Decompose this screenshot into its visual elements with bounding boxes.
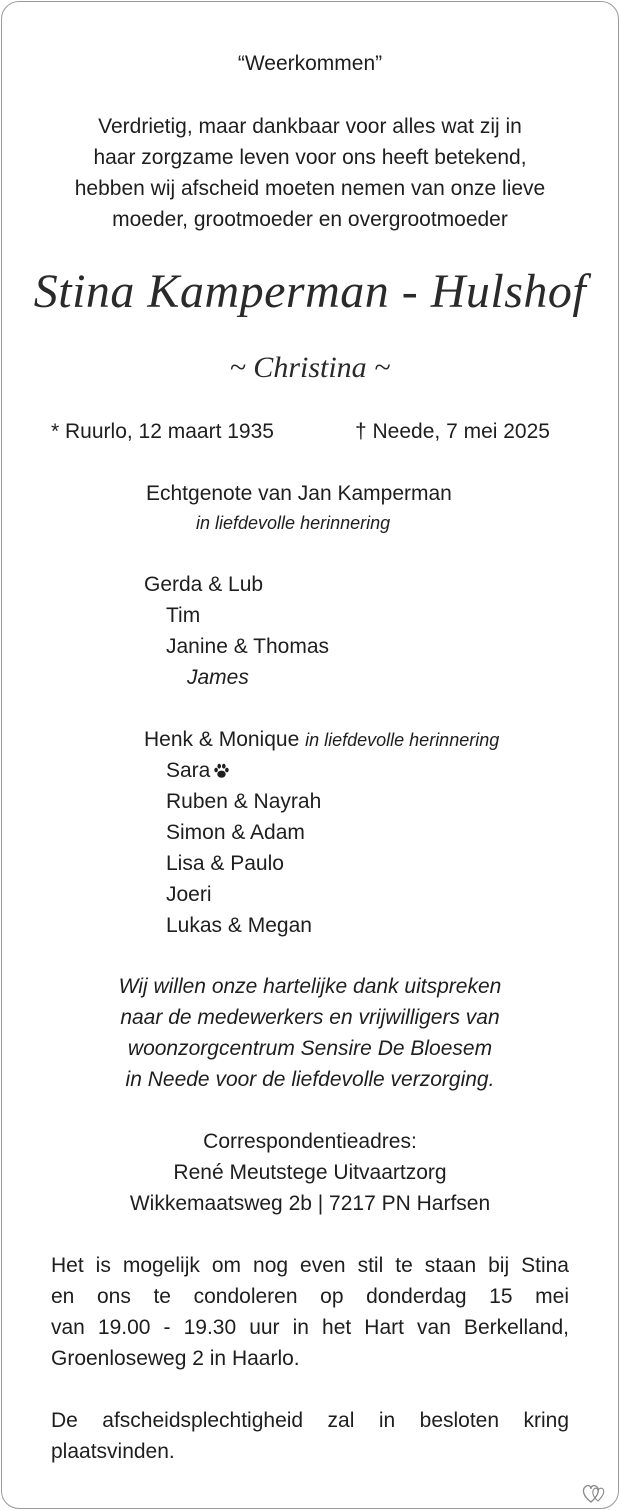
family-member: Ruben & Nayrah (166, 790, 322, 813)
family-member: Lukas & Megan (166, 914, 312, 937)
family-head-name: Henk & Monique (144, 728, 300, 751)
thanks-line: naar de medewerkers en vrijwilligers van (120, 1006, 500, 1029)
birth-info: * Ruurlo, 12 maart 1935 (51, 420, 274, 443)
death-info: † Neede, 7 mei 2025 (355, 420, 550, 443)
family-head: Gerda & Lub (144, 573, 264, 596)
correspondence-address: Wikkemaatsweg 2b | 7217 PN Harfsen (129, 1192, 491, 1215)
family-member (166, 755, 230, 786)
family-head-note: in liefdevolle herinnering (305, 730, 500, 750)
visitation-line: Het is mogelijk om nog even stil te staan bij Stina (51, 1254, 569, 1277)
correspondence-company: René Meutstege Uitvaartzorg (173, 1161, 447, 1184)
thanks-line: in Neede voor de liefdevolle verzorging. (125, 1068, 495, 1091)
visitation-line: van 19.00 - 19.30 uur in het Hart van Berkelland, (51, 1316, 569, 1339)
deceased-nickname: ~ Christina ~ (229, 351, 391, 384)
spouse-note: in liefdevolle herinnering (196, 513, 391, 533)
deceased-name: Stina Kamperman - Hulshof (33, 265, 587, 318)
intro-line: moeder, grootmoeder en overgrootmoeder (112, 208, 508, 231)
hearts-logo-icon (581, 1481, 609, 1511)
family-member: Joeri (166, 883, 212, 906)
intro-line: haar zorgzame leven voor ons heeft betekend, (93, 146, 527, 169)
family-member: Janine & Thomas (166, 635, 330, 658)
family-member: Simon & Adam (166, 821, 305, 844)
ceremony-line: plaatsvinden. (51, 1440, 175, 1463)
intro-line: hebben wij afscheid moeten nemen van onze lieve (74, 177, 546, 200)
visitation-line: Groenloseweg 2 in Haarlo. (51, 1347, 300, 1370)
family-member-name: Sara (166, 759, 211, 782)
paw-icon (213, 757, 230, 788)
thanks-line: woonzorgcentrum Sensire De Bloesem (127, 1037, 493, 1060)
family-member: Tim (166, 604, 201, 627)
ceremony-line: De afscheidsplechtigheid zal in besloten kring (51, 1409, 569, 1432)
visitation-line: en ons te condoleren op donderdag 15 mei (51, 1285, 569, 1308)
poem-title: “Weerkommen” (237, 52, 383, 75)
family-head (144, 724, 499, 755)
thanks-line: Wij willen onze hartelijke dank uitspreken (118, 975, 502, 998)
family-member: Lisa & Paulo (166, 852, 284, 875)
correspondence-label: Correspondentieadres: (203, 1130, 417, 1153)
intro-line: Verdrietig, maar dankbaar voor alles wat zij in (98, 115, 522, 138)
spouse-line: Echtgenote van Jan Kamperman (146, 482, 452, 505)
family-grandchild: James (187, 666, 249, 689)
